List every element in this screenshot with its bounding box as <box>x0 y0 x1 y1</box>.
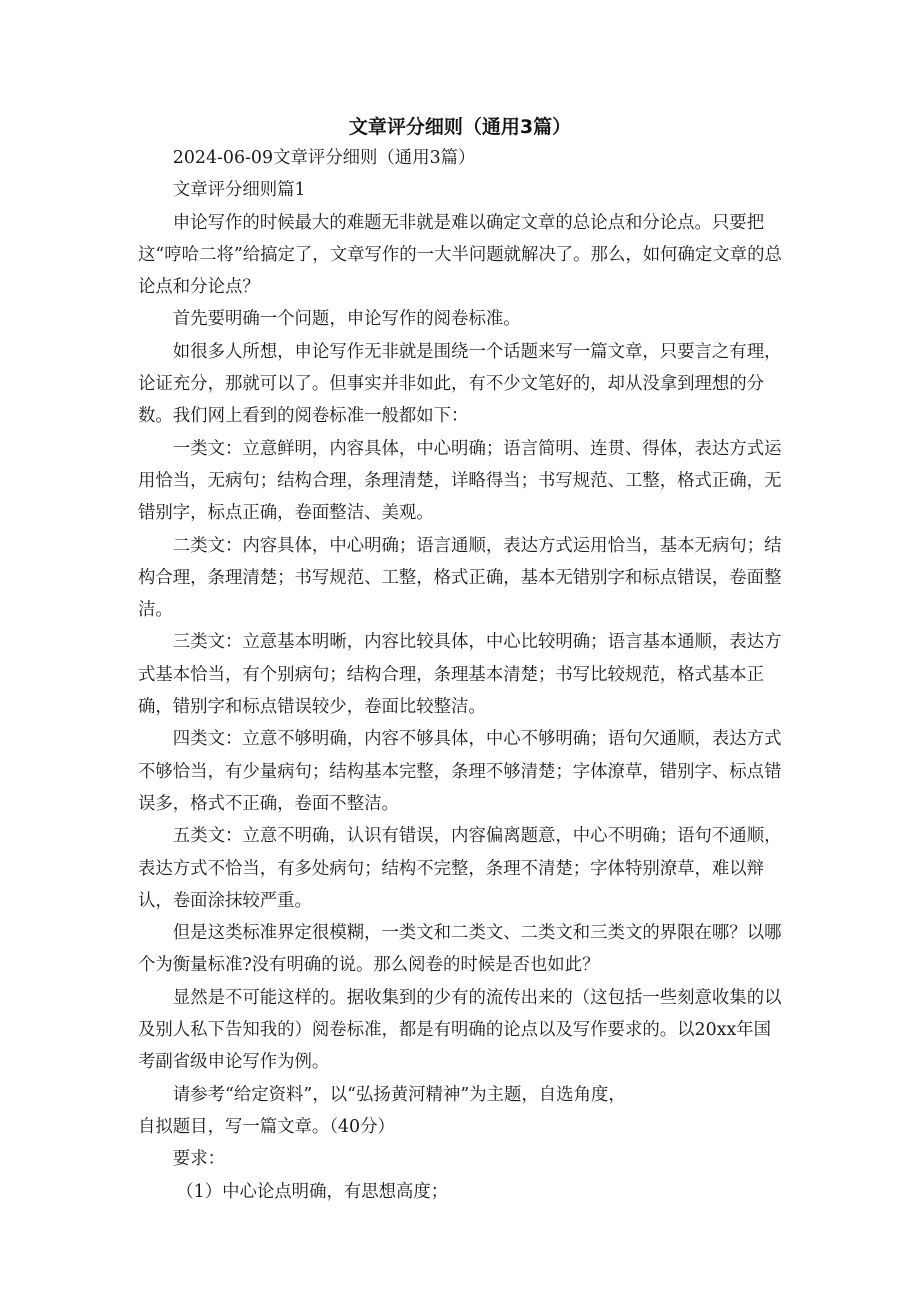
paragraph: 一类文：立意鲜明，内容具体，中心明确；语言简明、连贯、得体，表达方式运用恰当，无病句；结构合理，条理清楚，详略得当；书写规范、工整，格式正确，无错别字，标点正确，卷面整洁、美观。 <box>138 438 782 524</box>
date-line: 2024-06-09文章评分细则（通用3篇） <box>172 148 476 168</box>
document-title: 文章评分细则（通用3篇） <box>348 116 572 138</box>
document-body <box>138 142 788 1208</box>
requirement-item: （1）中心论点明确，有思想高度； <box>176 1181 449 1202</box>
prompt-line: 自拟题目，写一篇文章。（40分） <box>138 1116 395 1137</box>
section-heading: 文章评分细则篇1 <box>172 180 306 201</box>
requirements-label: 要求： <box>172 1149 225 1170</box>
paragraph: 显然是不可能这样的。据收集到的少有的流传出来的（这包括一些刻意收集的以及别人私下告知我的）阅卷标准，都是有明确的论点以及写作要求的。以20xx年国考副省级申论写作为例。 <box>138 987 782 1073</box>
paragraph: 三类文：立意基本明晰，内容比较具体，中心比较明确；语言基本通顺，表达方式基本恰当，有个别病句；结构合理，条理基本清楚；书写比较规范，格式基本正确，错别字和标点错误较少，卷面比较整洁。 <box>138 632 782 718</box>
paragraph: 二类文：内容具体，中心明确；语言通顺，表达方式运用恰当，基本无病句；结构合理，条理清楚；书写规范、工整，格式正确，基本无错别字和标点错误，卷面整洁。 <box>138 535 782 621</box>
paragraph: 但是这类标准界定很模糊，一类文和二类文、二类文和三类文的界限在哪？以哪个为衡量标准?没有明确的说。那么阅卷的时候是否也如此？ <box>138 923 782 976</box>
paragraph: 申论写作的时候最大的难题无非就是难以确定文章的总论点和分论点。只要把这“哼哈二将”给搞定了，文章写作的一大半问题就解决了。那么，如何确定文章的总论点和分论点？ <box>138 212 782 298</box>
paragraph: 首先要明确一个问题，申论写作的阅卷标准。 <box>172 309 521 330</box>
paragraph: 四类文：立意不够明确，内容不够具体，中心不够明确；语句欠通顺，表达方式不够恰当，有少量病句；结构基本完整，条理不够清楚；字体潦草，错别字、标点错误多，格式不正确，卷面不整洁。 <box>138 729 782 814</box>
paragraph: 五类文：立意不明确，认识有错误，内容偏离题意，中心不明确；语句不通顺，表达方式不恰当，有多处病句；结构不完整，条理不清楚；字体特别潦草，难以辩认，卷面涂抹较严重。 <box>138 826 782 911</box>
prompt-line: 请参考“给定资料”，以“弘扬黄河精神”为主题，自选角度， <box>172 1084 626 1105</box>
paragraph: 如很多人所想，申论写作无非就是围绕一个话题来写一篇文章，只要言之有理，论证充分，那就可以了。但事实并非如此，有不少文笔好的，却从没拿到理想的分数。我们网上看到的阅卷标准一般都如下： <box>138 341 782 427</box>
